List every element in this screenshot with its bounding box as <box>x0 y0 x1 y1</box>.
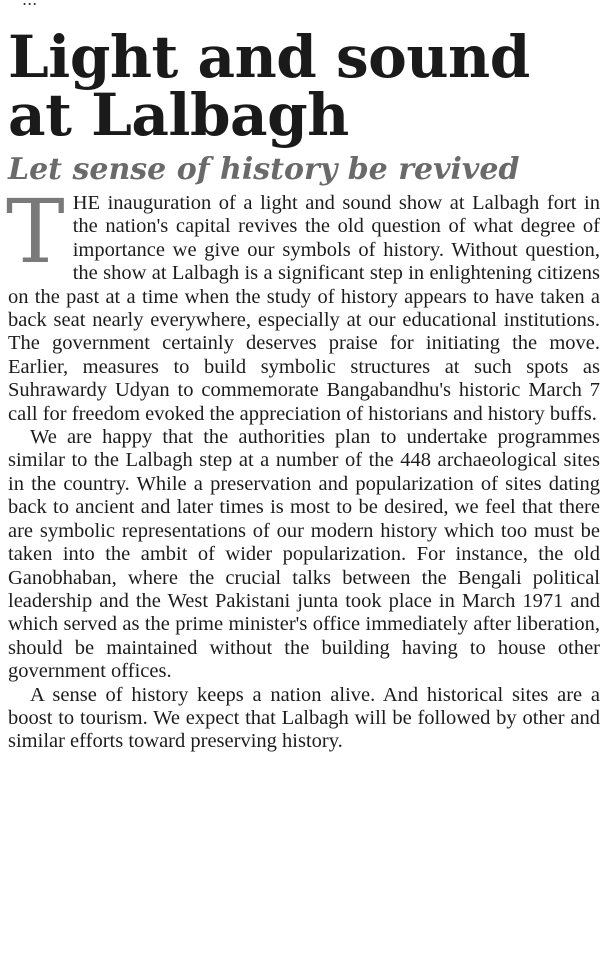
paragraph-1-text: HE inauguration of a light and sound show at Lalbagh fort in the nation's capital revives the old question of what degree of importance we give our symbols of history. Without question, the show at Lalbagh is a significant step in enlightening citizens on the past at a time when the study of history appears to have taken a back seat nearly everywhere, especially at our educational institutions. The government certainly deserves praise for initiating the move. Earlier, measures to build symbolic structures at such spots as Suhrawardy Udyan to commemorate Bangabandhu's historic March 7 call for freedom evoked the appreciation of historians and history buffs. <box>8 192 600 425</box>
article-body <box>6 180 600 754</box>
subheadline: Let sense of history be revived <box>8 152 520 187</box>
paragraph-1 <box>6 180 600 426</box>
paragraph-2: We are happy that the authorities plan to undertake programmes similar to the Lalbagh step at a number of the 448 archaeological sites in the country. While a preservation and popularization of sites dating back to ancient and later times is most to be desired, we feel that there are symbolic representations of our modern history which too must be taken into the ambit of wider popularization. For instance, the old Ganobhaban, where the crucial talks between the Bengali political leadership and the West Pakistani junta took place in March 1971 and which served as the prime minister's office immediately after liberation, should be maintained without the building having to house other government offices. <box>8 426 600 683</box>
headline: Light and sound at Lalbagh <box>8 23 530 149</box>
drop-cap: T <box>6 180 65 283</box>
paragraph-3: A sense of history keeps a nation alive. And historical sites are a boost to tourism. We expect that Lalbagh will be followed by other and similar efforts toward preserving history. <box>8 683 600 753</box>
editorial-article <box>8 0 600 754</box>
